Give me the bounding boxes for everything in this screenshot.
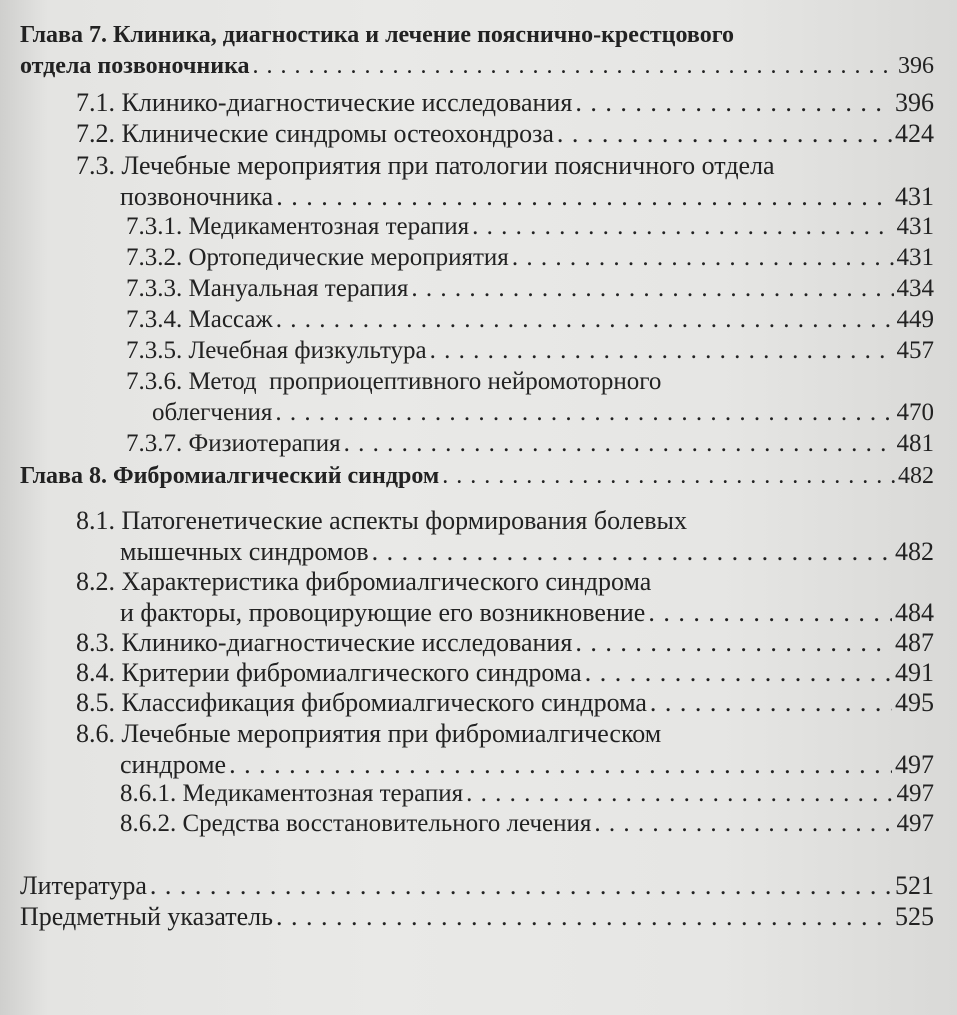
page-number: 482 <box>898 463 934 489</box>
page-number: 396 <box>898 53 934 79</box>
chapter-8-title: Глава 8. Фибромиалгический синдром <box>20 463 440 489</box>
page-number: 487 <box>895 628 934 657</box>
toc-entry-8-6-2[interactable] <box>120 810 934 838</box>
page-number: 431 <box>896 213 934 240</box>
dot-leader <box>575 88 892 118</box>
page-number: 470 <box>896 399 934 426</box>
dot-leader <box>372 537 892 567</box>
dot-leader <box>276 902 892 932</box>
page-number: 525 <box>895 902 934 931</box>
dot-leader <box>585 658 892 688</box>
dot-leader <box>275 399 893 427</box>
toc-entry-7-3-4[interactable] <box>126 306 934 334</box>
toc-entry-8-6-line-1: 8.6. Лечебные мероприятия при фибромиалгическом <box>76 719 662 748</box>
toc-entry-8-2[interactable] <box>120 598 934 628</box>
dot-leader <box>594 810 893 838</box>
toc-entry-7-3-6[interactable] <box>152 399 934 427</box>
entry-label: 7.3.1. Медикаментозная терапия <box>126 213 470 240</box>
toc-entry-8-5[interactable] <box>76 688 934 718</box>
toc-entry-chapter-8[interactable] <box>20 463 934 490</box>
toc-entry-8-6[interactable] <box>120 750 934 780</box>
toc-entry-7-3-3[interactable] <box>126 275 934 303</box>
entry-label: облегчения <box>152 399 273 426</box>
toc-entry-7-3-2[interactable] <box>126 244 934 272</box>
dot-leader <box>253 53 895 80</box>
toc-entry-8-3[interactable] <box>76 628 934 658</box>
toc-entry-8-4[interactable] <box>76 658 934 688</box>
entry-label: 7.3.2. Ортопедические мероприятия <box>126 244 509 271</box>
entry-label: и факторы, провоцирующие его возникновение <box>120 598 646 627</box>
entry-label: 7.3.7. Физиотерапия <box>126 430 341 457</box>
toc-entry-7-3-5[interactable] <box>126 337 934 365</box>
toc-entry-7-1[interactable] <box>76 88 934 118</box>
chapter-7-title-line-1: Глава 7. Клиника, диагностика и лечение пояснично-крестцового <box>20 22 734 48</box>
toc-entry-7-3-1[interactable] <box>126 213 934 241</box>
dot-leader <box>276 182 892 212</box>
dot-leader <box>472 213 893 241</box>
dot-leader <box>557 119 892 149</box>
entry-label: 8.3. Клинико-диагностические исследования <box>76 628 573 657</box>
dot-leader <box>466 780 893 808</box>
page-number: 431 <box>896 244 934 271</box>
entry-label: Литература <box>20 871 147 900</box>
dot-leader <box>648 598 892 628</box>
page-number: 449 <box>896 306 934 333</box>
entry-label: 7.1. Клинико-диагностические исследования <box>76 88 573 117</box>
toc-entry-7-3-7[interactable] <box>126 430 934 458</box>
page-number: 424 <box>895 119 934 148</box>
entry-label: 8.6.2. Средства восстановительного лечения <box>120 810 592 837</box>
page-number: 431 <box>895 182 934 211</box>
page-number: 495 <box>895 688 934 717</box>
entry-label: 7.3.5. Лечебная физкультура <box>126 337 427 364</box>
entry-label: позвоночника <box>120 182 274 211</box>
toc-entry-7-3-line-1: 7.3. Лечебные мероприятия при патологии поясничного отдела <box>76 151 775 180</box>
page-number: 521 <box>895 871 934 900</box>
dot-leader <box>344 430 894 458</box>
dot-leader <box>575 628 892 658</box>
entry-label: 7.3.4. Массаж <box>126 306 273 333</box>
toc-entry-chapter-7[interactable] <box>20 53 934 80</box>
toc-entry-7-3[interactable] <box>120 182 934 212</box>
page-number: 484 <box>895 598 934 627</box>
toc-entry-literature[interactable] <box>20 871 934 901</box>
entry-label: мышечных синдромов <box>120 537 369 566</box>
entry-label: Предметный указатель <box>20 902 274 931</box>
page-number: 482 <box>895 537 934 566</box>
toc-entry-8-1-line-1: 8.1. Патогенетические аспекты формирования болевых <box>76 506 688 535</box>
dot-leader <box>229 750 892 780</box>
page-number: 434 <box>896 275 934 302</box>
dot-leader <box>430 337 894 365</box>
entry-label: 8.6.1. Медикаментозная терапия <box>120 780 464 807</box>
dot-leader <box>442 463 895 490</box>
entry-label: 8.5. Классификация фибромиалгического синдрома <box>76 688 647 717</box>
page-number: 481 <box>896 430 934 457</box>
toc-entry-8-6-1[interactable] <box>120 780 934 808</box>
toc-entry-7-2[interactable] <box>76 119 934 149</box>
entry-label: 8.4. Критерии фибромиалгического синдрома <box>76 658 582 687</box>
chapter-7-title-line-2: отдела позвоночника <box>20 53 250 79</box>
dot-leader <box>150 871 892 901</box>
dot-leader <box>650 688 892 718</box>
entry-label: синдроме <box>120 750 227 779</box>
dot-leader <box>411 275 893 303</box>
toc-entry-7-3-6-line-1: 7.3.6. Метод проприоцептивного нейромоторного <box>126 368 662 395</box>
toc-entry-8-1[interactable] <box>120 537 934 567</box>
entry-label: 7.2. Клинические синдромы остеохондроза <box>76 119 554 148</box>
page-number: 396 <box>895 88 934 117</box>
page-number: 457 <box>896 337 934 364</box>
page-number: 491 <box>895 658 934 687</box>
toc-entry-8-2-line-1: 8.2. Характеристика фибромиалгического синдрома <box>76 567 652 596</box>
dot-leader <box>512 244 894 272</box>
page-number: 497 <box>896 780 934 807</box>
toc-entry-subject-index[interactable] <box>20 902 934 932</box>
page-number: 497 <box>896 810 934 837</box>
entry-label: 7.3.3. Мануальная терапия <box>126 275 409 302</box>
page-number: 497 <box>895 750 934 779</box>
dot-leader <box>276 306 894 334</box>
